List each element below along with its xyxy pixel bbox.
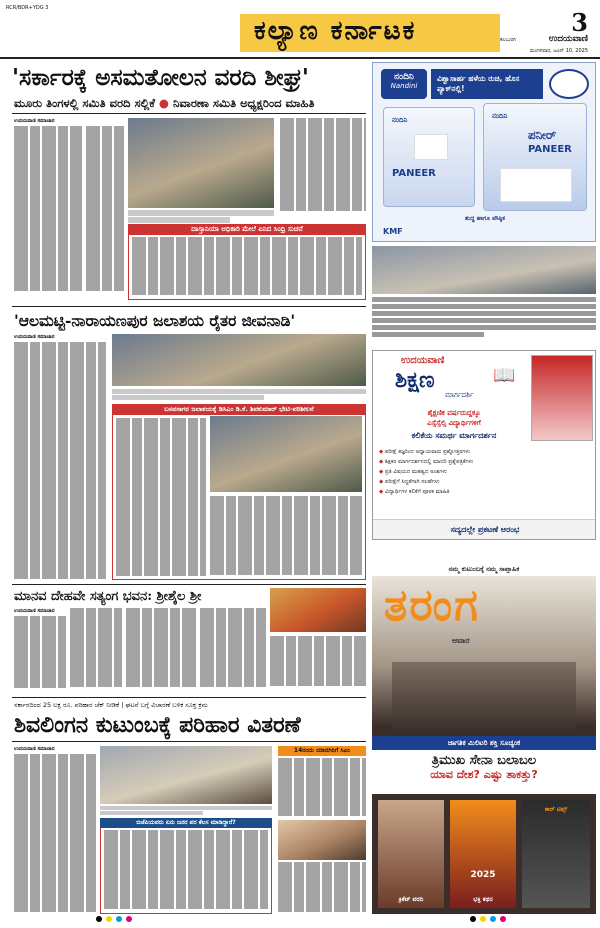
shikshana-bullet-text: ಪರೀಕ್ಷೆಗೆ ಸಿದ್ಧತೆಗಾಗಿ ಸಲಹೆಗಳು	[384, 479, 440, 485]
taranga-sub: ಆವಾರ	[452, 636, 470, 645]
taranga-thumb-2	[450, 800, 516, 908]
pack-right-brand: ನಂದಿನಿ	[492, 112, 508, 120]
story4-headline: ಶಿವಲಿಂಗನ ಕುಟುಂಬಕ್ಕೆ ಪರಿಹಾರ ವಿತರಣೆ	[14, 712, 301, 738]
taranga-thumb-3	[522, 800, 590, 908]
story3-col-4	[200, 608, 266, 692]
shikshana-bullet-text: ಪ್ರತಿ ವಿಷಯದ ಮಹತ್ವದ ಅಂಶಗಳು	[384, 469, 447, 475]
story2-sidebox-title: ಬಸವಸಾಗರ ಜಲಾಶಯಕ್ಕೆ ಡಿಸಿಎಂ ಡಿ.ಕೆ. ಶಿವಕುಮಾರ್ ಭೇಟಿ-ಪರಿಶೀಲನೆ	[112, 404, 366, 415]
story1-subhead	[14, 96, 315, 111]
paneer-block-icon	[500, 168, 572, 202]
story2-photo-caption	[112, 389, 366, 401]
story3-photo	[270, 588, 366, 632]
story2-sidebox-photo	[210, 416, 362, 492]
shikshana-bullet-text: ಪರೀಕ್ಷೆ ತಜ್ಞರಿಂದ ಅಧ್ಯಾಯವಾರು ಪ್ರಶ್ನೋತ್ತರಗಳು	[384, 449, 470, 455]
story1-subhead-b: ನಿವಾರಣಾ ಸಮಿತಿ ಅಧ್ಯಕ್ಷರಿಂದ ಮಾಹಿತಿ	[172, 96, 315, 110]
story4-side-title: 14ರಂದು ಯಾದಗಿರಿಗೆ ಸಿಎಂ	[278, 746, 366, 756]
reg-dot-yellow	[106, 916, 112, 922]
story4-byline: ಉದಯವಾಣಿ ಸಮಾಚಾರ	[14, 746, 55, 752]
taranga-thumb-2-year: 2025	[470, 870, 496, 880]
kmf-logo: KMF	[383, 227, 403, 236]
taranga-top: ನಮ್ಮ ಕುಟುಂಬಕ್ಕೆ ನಮ್ಮ ಸಾಪ್ತಾಹಿಕ	[372, 562, 596, 576]
shikshana-bullets	[379, 447, 591, 497]
shikshana-magazine-cover	[531, 355, 593, 441]
diamond-icon: ◆	[379, 459, 385, 465]
diamond-icon: ◆	[379, 469, 385, 475]
header-rule	[0, 57, 600, 59]
nandini-logo-kn: ನಂದಿನಿ	[394, 72, 414, 82]
nandini-logo-en: Nandini	[390, 82, 418, 90]
taranga-thumb-2-label: ಭಕ್ತಿ ಕಥನ	[473, 896, 493, 903]
taranga-headline-1: ತ್ರಿಮುಖ ಸೇನಾ ಬಲಾಬಲ	[431, 753, 537, 768]
taranga-thumb-1	[378, 800, 444, 908]
story1-col-1	[14, 126, 82, 294]
story2-sidebox-col-2	[210, 496, 362, 578]
story4-side-text	[278, 758, 366, 818]
soldiers-image	[392, 662, 576, 732]
nandini-footer: ಶುದ್ಧ ಹಾಗೂ ಪೌಷ್ಠಿಕ	[465, 215, 505, 222]
shikshana-bullet-text: ವಿದ್ಯಾರ್ಥಿಗಳ ಕಲಿಕೆಗೆ ಪೂರಕ ಮಾಹಿತಿ	[384, 489, 450, 495]
story3-col-3	[126, 608, 196, 692]
reg-dot-magenta	[126, 916, 132, 922]
story1-rule	[12, 113, 366, 114]
diamond-icon: ◆	[379, 479, 385, 485]
story4-rule	[12, 741, 366, 742]
story3-col-2	[70, 608, 122, 692]
reg-dot-yellow-2	[480, 916, 486, 922]
edition-code: RCR/BDR+YDG 3	[6, 5, 49, 11]
section-divider-2	[12, 584, 366, 585]
nandini-paneer-ad[interactable]	[372, 62, 596, 242]
bullet-icon: ●	[158, 96, 169, 110]
reg-dot-black	[96, 916, 102, 922]
story2-sidebox-col-1	[116, 418, 206, 578]
story1-sidebox-title: ದಾಸ್ತಾನಿಯಾ ಅಧಿಕಾರಿ ಮೇಲೆ ಏನಿದ ಸಿಂಧ್ರಿ ಸುಚನೆ	[128, 224, 366, 235]
right-news-caption	[372, 297, 596, 347]
shikshana-bullet	[379, 467, 591, 477]
story3-headline: ಮಾನವ ದೇಹವೇ ಸತ್ಯಂಗ ಭವನ: ಶ್ರೀಶೈಲ ಶ್ರೀ	[14, 589, 202, 604]
story1-headline: 'ಸರ್ಕಾರಕ್ಕೆ ಅಸಮತೋಲನ ವರದಿ ಶೀಘ್ರ'	[12, 64, 309, 91]
story1-col-2	[86, 126, 124, 294]
shikshana-brand: ಉದಯವಾಣಿ	[401, 355, 445, 366]
story4-photo	[100, 746, 272, 804]
diamond-icon: ◆	[379, 489, 385, 495]
story4-col-1	[14, 754, 96, 914]
reg-dot-cyan-2	[490, 916, 496, 922]
section-divider-1	[12, 306, 366, 307]
taranga-thumb-1-label: ಕ್ರಿಕೆಟ್ ವರದಿ	[398, 896, 424, 903]
pack-right-product-kn: ಪನೀರ್	[528, 128, 557, 142]
reg-dot-black-2	[470, 916, 476, 922]
story2-photo	[112, 334, 366, 386]
taranga-headline-2: ಯಾವ ದೇಶ? ಎಷ್ಟು ತಾಕತ್ತು?	[430, 768, 538, 781]
shikshana-footer: ಸದ್ಯದಲ್ಲೇ ಪ್ರಕಟಣೆ ಆರಂಭ	[373, 519, 596, 539]
shikshana-title: ಶಿಕ್ಷಣ	[395, 367, 435, 393]
diamond-icon: ◆	[379, 449, 385, 455]
right-news-photo	[372, 246, 596, 294]
shikshana-bullet	[379, 457, 591, 467]
taranga-magazine-ad[interactable]	[372, 562, 596, 914]
story1-photo	[128, 118, 274, 208]
story4-sidebox-title: ಬಿಜೆಪಿಯವರು ಏನು ಜನರ ಪರ ಕೆಲಸ ಮಾಡಿದ್ದಾರೆ?	[100, 818, 272, 828]
shikshana-bullet	[379, 477, 591, 487]
nandini-tagline: ವಿಶ್ವಾಸಾರ್ಹ ಹಳೆಯ ರುಚಿ, ಹೊಸ ಪ್ಯಾಕ್‌ನಲ್ಲಿ!	[431, 69, 543, 99]
pack-right-product-en: PANEER	[528, 144, 572, 155]
page-number: 3	[571, 8, 588, 37]
page-header	[0, 0, 600, 58]
masthead-brand: ಉದಯವಾಣಿ	[548, 34, 588, 44]
nandini-cow-emblem	[549, 69, 589, 99]
paneer-pack-right	[483, 103, 587, 211]
story2-headline: 'ಆಲಮಟ್ಟಿ-ನಾರಾಯಣಪುರ ಜಲಾಶಯ ರೈತರ ಜೀವನಾಡಿ'	[14, 311, 296, 330]
taranga-headline-box	[372, 750, 596, 794]
story2-col-1	[14, 342, 106, 582]
nandini-logo	[381, 69, 427, 99]
story1-col-3	[280, 118, 366, 214]
shikshana-tag-3: ಕಲಿಕೆಯ ಸಮರ್ಥ ಮಾರ್ಗದರ್ಶನ	[411, 431, 497, 440]
book-icon: 📖	[493, 365, 516, 386]
section-divider-3	[12, 697, 366, 698]
story2-byline: ಉದಯವಾಣಿ ಸಮಾಚಾರ	[14, 334, 55, 340]
story1-photo-caption	[128, 210, 274, 224]
story3-byline: ಉದಯವಾಣಿ ಸಮಾಚಾರ	[14, 608, 55, 614]
story4-kicker: ಸರ್ಕಾರದಿಂದ 25 ಲಕ್ಷ ರೂ. ಪರಿಹಾರ ಚೆಕ್ ನೀಡಿಕೆ | ಘಟನೆ ಬಗ್ಗೆ ವಿಚಾರಣೆ ಬಳಿಕ ಸೂಕ್ತ ಕ್ರಮ	[14, 701, 208, 709]
issue-date: ಮಂಗಳವಾರ, ಜೂನ್ 10, 2025	[530, 48, 588, 54]
paneer-cube-icon	[414, 134, 448, 160]
story4-side-text-2	[278, 862, 366, 914]
shikshana-bullet-text: ಶಿಕ್ಷಕರ ಮಾರ್ಗದರ್ಶನದಲ್ಲಿ ಮಾದರಿ ಪ್ರಶ್ನೆಪತ್ರಿಕೆಗಳು	[384, 459, 474, 465]
pack-left-product: PANEER	[392, 168, 436, 179]
pack-left-brand: ನಂದಿನಿ	[392, 116, 408, 124]
reg-dot-cyan	[116, 916, 122, 922]
story1-subhead-a: ಮೂರು ತಿಂಗಳಲ್ಲಿ ಸಮಿತಿ ವರದಿ ಸಲ್ಲಿಕೆ	[14, 96, 155, 110]
story4-side-photo	[278, 820, 366, 860]
story4-sidebox-text	[104, 830, 268, 912]
taranga-banner: ಜಾಗತಿಕ ಮಿಲಿಟರಿ ಶಕ್ತಿ ಸೂಚ್ಯಂಕ	[372, 736, 596, 750]
story3-col-5	[270, 636, 366, 692]
shikshana-bullet	[379, 447, 591, 457]
edition-city: ಕಲಬುರಗಿ	[500, 37, 516, 43]
taranga-title: ತರಂಗ	[384, 580, 480, 631]
story1-sidebox-text	[132, 237, 362, 297]
reg-dot-magenta-2	[500, 916, 506, 922]
shikshana-tag-1: ಶೈಕ್ಷಣಿಕ ವರ್ಷದುದ್ದಕ್ಕೂ	[427, 409, 481, 417]
paneer-pack-left	[383, 107, 475, 207]
shikshana-bullet	[379, 487, 591, 497]
story1-byline: ಉದಯವಾಣಿ ಸಮಾಚಾರ	[14, 118, 55, 124]
story3-col-1	[14, 616, 66, 692]
shikshana-subtitle: ಮಾರ್ಗದರ್ಶಿ	[445, 391, 474, 399]
taranga-thumb-3-label: ಕಾರ್ ಟಿಪ್ಸ್	[544, 806, 568, 813]
section-title: ಕಲ್ಯಾಣ ಕರ್ನಾಟಕ	[254, 16, 417, 46]
shikshana-tag-2: ಎಸ್ಸೆಸ್ಸೆಲ್ಸಿ ವಿದ್ಯಾರ್ಥಿಗಳಿಗೆ	[427, 419, 481, 427]
udayavani-shikshana-ad[interactable]	[372, 350, 596, 540]
story4-photo-caption	[100, 806, 272, 816]
